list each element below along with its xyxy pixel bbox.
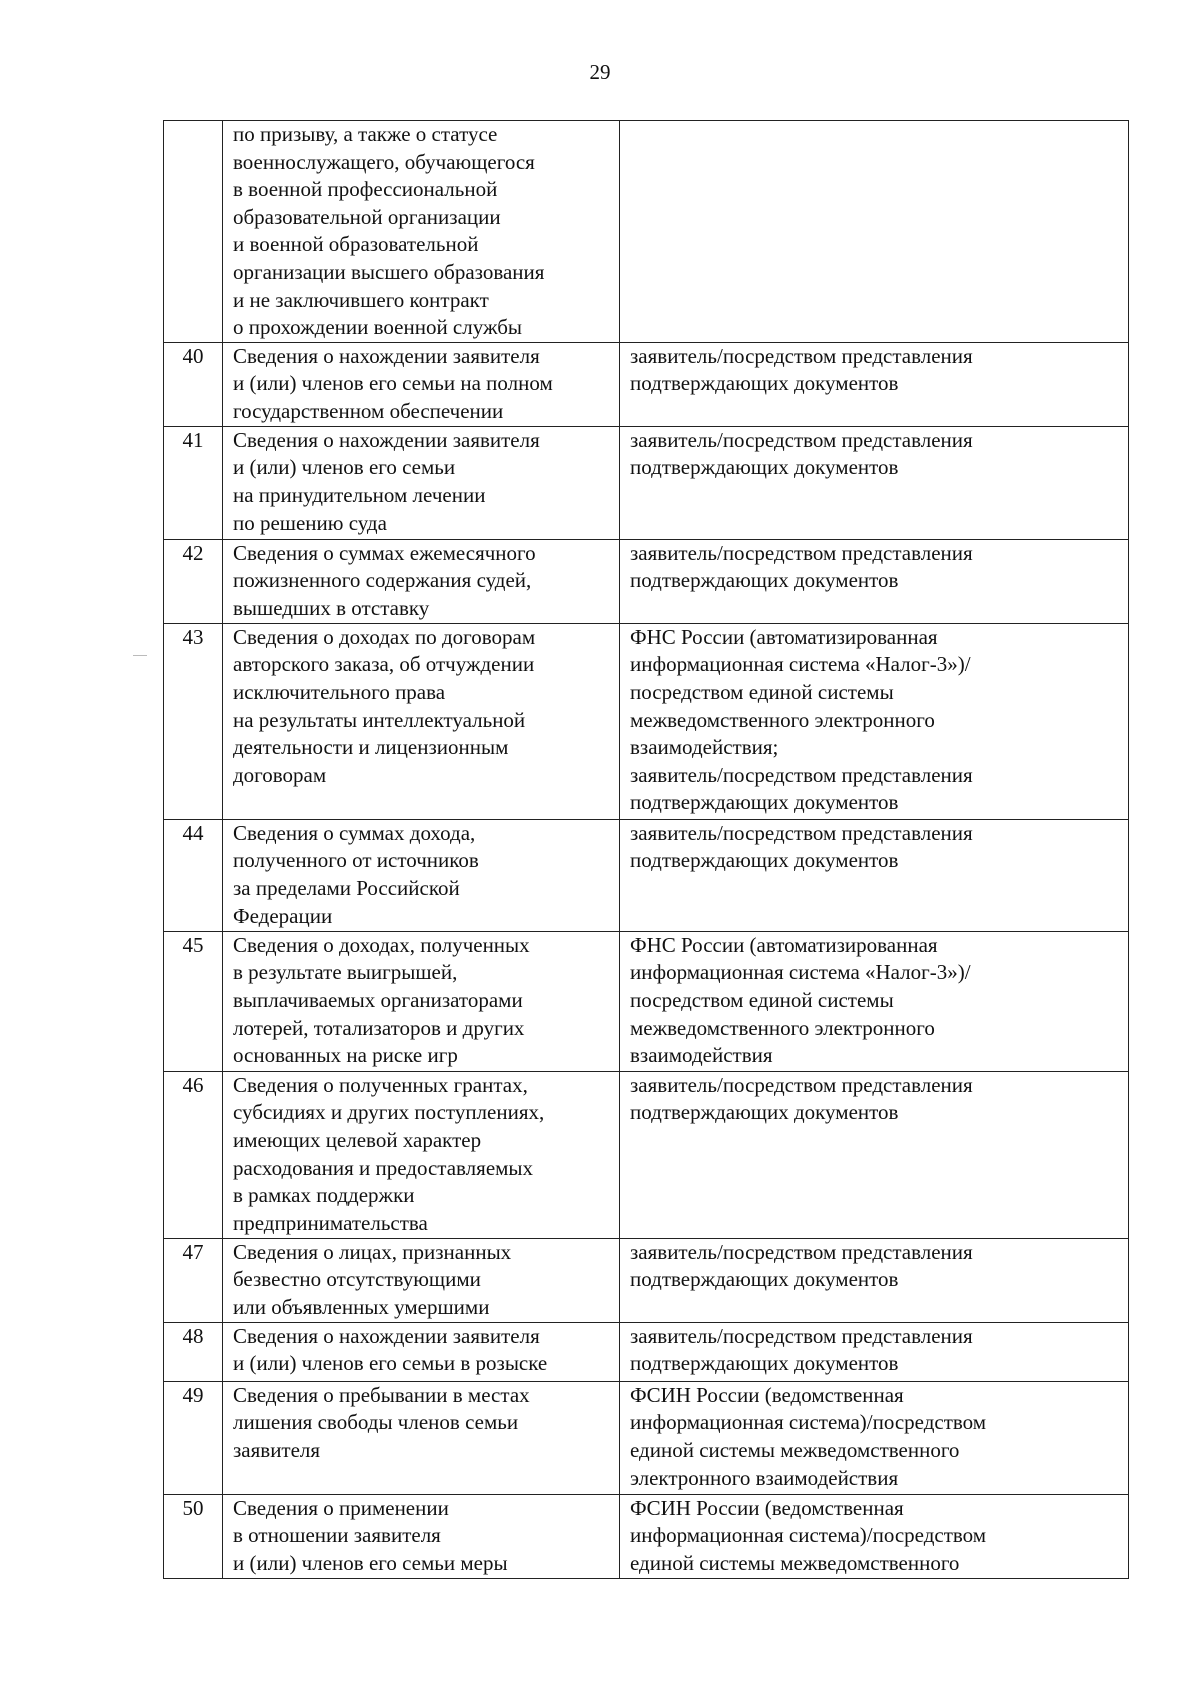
source-cell: заявитель/посредством представления подтверждающих документов xyxy=(620,539,1129,623)
table-row xyxy=(164,342,1129,426)
row-number: 49 xyxy=(164,1381,223,1494)
info-cell: Сведения о доходах по договорам авторского заказа, об отчуждении исключительного права на результаты интеллектуальной деятельности и лицензионным договорам xyxy=(223,623,620,819)
row-number: 41 xyxy=(164,426,223,539)
table-row xyxy=(164,1494,1129,1578)
info-cell: Сведения о доходах, полученных в результате выигрышей, выплачиваемых организаторами лотерей, тотализаторов и других основанных на риске игр xyxy=(223,931,620,1071)
row-number: 46 xyxy=(164,1071,223,1238)
table-row xyxy=(164,1381,1129,1494)
row-number: 42 xyxy=(164,539,223,623)
source-cell: заявитель/посредством представления подтверждающих документов xyxy=(620,1238,1129,1322)
row-number xyxy=(164,121,223,343)
info-cell: Сведения о лицах, признанных безвестно отсутствующими или объявленных умершими xyxy=(223,1238,620,1322)
row-number: 48 xyxy=(164,1322,223,1381)
source-cell xyxy=(620,121,1129,343)
info-cell: Сведения о нахождении заявителя и (или) членов его семьи на полном государственном обеспечении xyxy=(223,342,620,426)
source-cell: заявитель/посредством представления подтверждающих документов xyxy=(620,426,1129,539)
source-cell: ФСИН России (ведомственная информационная система)/посредством единой системы межведомственного электронного взаимодействия xyxy=(620,1381,1129,1494)
page-number: 29 xyxy=(589,60,611,84)
table-row xyxy=(164,121,1129,343)
info-cell: Сведения о нахождении заявителя и (или) членов его семьи в розыске xyxy=(223,1322,620,1381)
row-number: 43 xyxy=(164,623,223,819)
source-cell: заявитель/посредством представления подтверждающих документов xyxy=(620,1071,1129,1238)
table-row xyxy=(164,426,1129,539)
source-cell: ФНС России (автоматизированная информационная система «Налог-3»)/ посредством единой системы межведомственного электронного взаимодействия; заявитель/посредством представления подтверждающих документов xyxy=(620,623,1129,819)
table-row xyxy=(164,539,1129,623)
row-number: 45 xyxy=(164,931,223,1071)
info-cell: Сведения о пребывании в местах лишения свободы членов семьи заявителя xyxy=(223,1381,620,1494)
source-cell: заявитель/посредством представления подтверждающих документов xyxy=(620,342,1129,426)
info-cell: Сведения о полученных грантах, субсидиях и других поступлениях, имеющих целевой характер расходования и предоставляемых в рамках поддержки предпринимательства xyxy=(223,1071,620,1238)
source-cell: заявитель/посредством представления подтверждающих документов xyxy=(620,1322,1129,1381)
table-row xyxy=(164,623,1129,819)
source-cell: заявитель/посредством представления подтверждающих документов xyxy=(620,819,1129,931)
table-row xyxy=(164,931,1129,1071)
source-cell: ФНС России (автоматизированная информационная система «Налог-3»)/ посредством единой системы межведомственного электронного взаимодействия xyxy=(620,931,1129,1071)
table-row xyxy=(164,819,1129,931)
info-cell: Сведения о нахождении заявителя и (или) членов его семьи на принудительном лечении по решению суда xyxy=(223,426,620,539)
info-cell: по призыву, а также о статусе военнослужащего, обучающегося в военной профессиональной образовательной организации и военной образовательной организации высшего образования и не заключившего контракт о прохождении военной службы xyxy=(223,121,620,343)
row-number: 40 xyxy=(164,342,223,426)
table-row xyxy=(164,1322,1129,1381)
row-number: 47 xyxy=(164,1238,223,1322)
row-number: 44 xyxy=(164,819,223,931)
info-cell: Сведения о суммах ежемесячного пожизненного содержания судей, вышедших в отставку xyxy=(223,539,620,623)
row-number: 50 xyxy=(164,1494,223,1578)
margin-mark xyxy=(133,655,147,656)
documents-table xyxy=(163,120,1129,1579)
info-cell: Сведения о применении в отношении заявителя и (или) членов его семьи меры xyxy=(223,1494,620,1578)
info-cell: Сведения о суммах дохода, полученного от источников за пределами Российской Федерации xyxy=(223,819,620,931)
table-row xyxy=(164,1071,1129,1238)
table-row xyxy=(164,1238,1129,1322)
source-cell: ФСИН России (ведомственная информационная система)/посредством единой системы межведомственного xyxy=(620,1494,1129,1578)
